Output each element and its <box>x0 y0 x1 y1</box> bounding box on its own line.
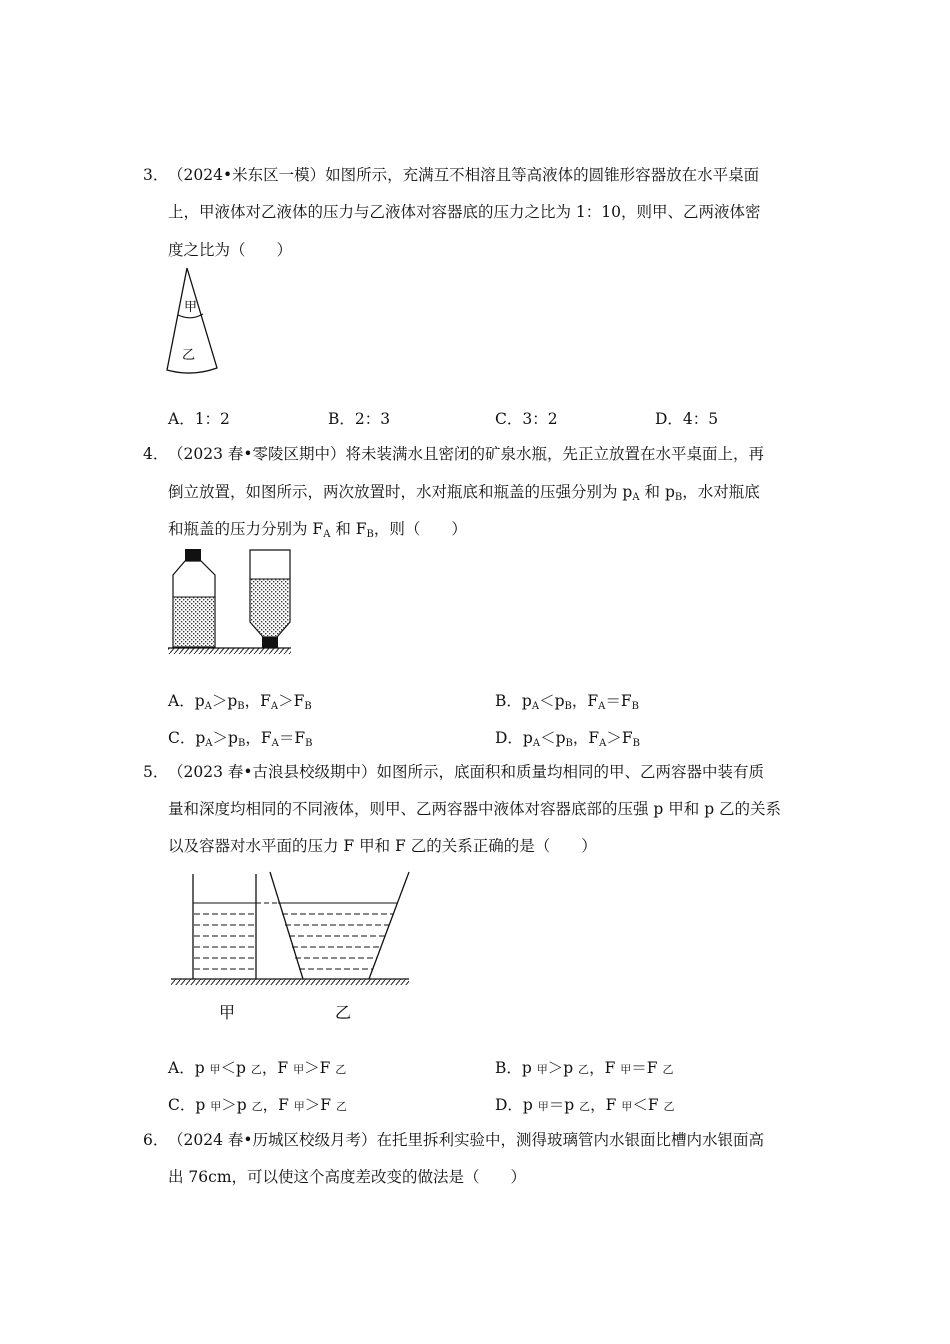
question-4-line-2: 倒立放置，如图所示，两次放置时，水对瓶底和瓶盖的压强分别为 $p_A$ 和 $p_B$，水对瓶底 <box>168 483 760 503</box>
question-5-option-a: A．p 甲＜p 乙，F 甲＞F 乙 <box>168 1059 347 1077</box>
question-6-number: 6． <box>143 1131 169 1149</box>
cone-label-jia: 甲 <box>184 300 198 315</box>
container-label-yi: 乙 <box>335 1003 352 1022</box>
question-5-line-2: 量和深度均相同的不同液体，则甲、乙两容器中液体对容器底部的压强 p 甲和 p 乙的关系 <box>168 800 782 818</box>
question-4-option-a: A．$p_A>p_B$，$F_A>F_B$ <box>168 692 312 712</box>
question-6-line-2: 出 76cm，可以使这个高度差改变的做法是（ ） <box>168 1168 527 1186</box>
cone-container-figure <box>160 265 230 380</box>
bottle-cap-inverted-icon <box>262 637 278 648</box>
question-5-option-c: C．p 甲＞p 乙，F 甲＞F 乙 <box>168 1096 347 1114</box>
question-4-number: 4． <box>143 445 169 463</box>
question-3-number: 3． <box>143 166 169 184</box>
question-4-option-d: D．$p_A<p_B$，$F_A>F_B$ <box>495 729 641 749</box>
question-3-option-c: C．3：2 <box>495 410 558 428</box>
question-5-option-b: B．p 甲＞p 乙，F 甲＝F 乙 <box>495 1059 674 1077</box>
question-3-option-a: A．1：2 <box>168 410 230 428</box>
question-5-option-d: D．p 甲＝p 乙，F 甲＜F 乙 <box>495 1096 675 1114</box>
question-5-line-1: （2023 春•古浪县校级期中）如图所示，底面积和质量均相同的甲、乙两容器中装有质 <box>168 763 765 781</box>
question-4-line-3-text: 和瓶盖的压力分别为 F <box>168 520 324 538</box>
question-6-line-1: （2024 春•历城区校级月考）在托里拆利实验中，测得玻璃管内水银面比槽内水银面高 <box>168 1131 765 1149</box>
question-4-line-3: 和瓶盖的压力分别为 $F_A$ 和 $F_B$，则（ ） <box>168 520 467 540</box>
water-bottles-figure <box>165 545 300 660</box>
question-5-number: 5． <box>143 763 169 781</box>
question-4-option-b: B．$p_A<p_B$，$F_A=F_B$ <box>495 692 639 712</box>
question-3-line-3: 度之比为（ ） <box>168 241 293 259</box>
container-label-jia: 甲 <box>219 1003 236 1022</box>
question-4-line-1: （2023 春•零陵区期中）将未装满水且密闭的矿泉水瓶，先正立放置在水平桌面上，再 <box>168 445 765 463</box>
question-4-line-2-text: 倒立放置，如图所示，两次放置时，水对瓶底和瓶盖的压强分别为 p <box>168 483 633 501</box>
question-4-option-c: C．$p_A>p_B$，$F_A=F_B$ <box>168 729 313 749</box>
cone-label-yi: 乙 <box>182 348 196 363</box>
two-containers-figure <box>165 866 415 1026</box>
bottle-cap-icon <box>185 549 201 561</box>
question-3-line-1: （2024•米东区一模）如图所示，充满互不相溶且等高液体的圆锥形容器放在水平桌面 <box>168 166 760 184</box>
question-5-line-3: 以及容器对水平面的压力 F 甲和 F 乙的关系正确的是（ ） <box>168 837 597 855</box>
question-3-option-d: D．4：5 <box>655 410 719 428</box>
question-3-option-b: B．2：3 <box>328 410 391 428</box>
question-3-line-2: 上，甲液体对乙液体的压力与乙液体对容器底的压力之比为 1：10，则甲、乙两液体密 <box>168 203 761 221</box>
